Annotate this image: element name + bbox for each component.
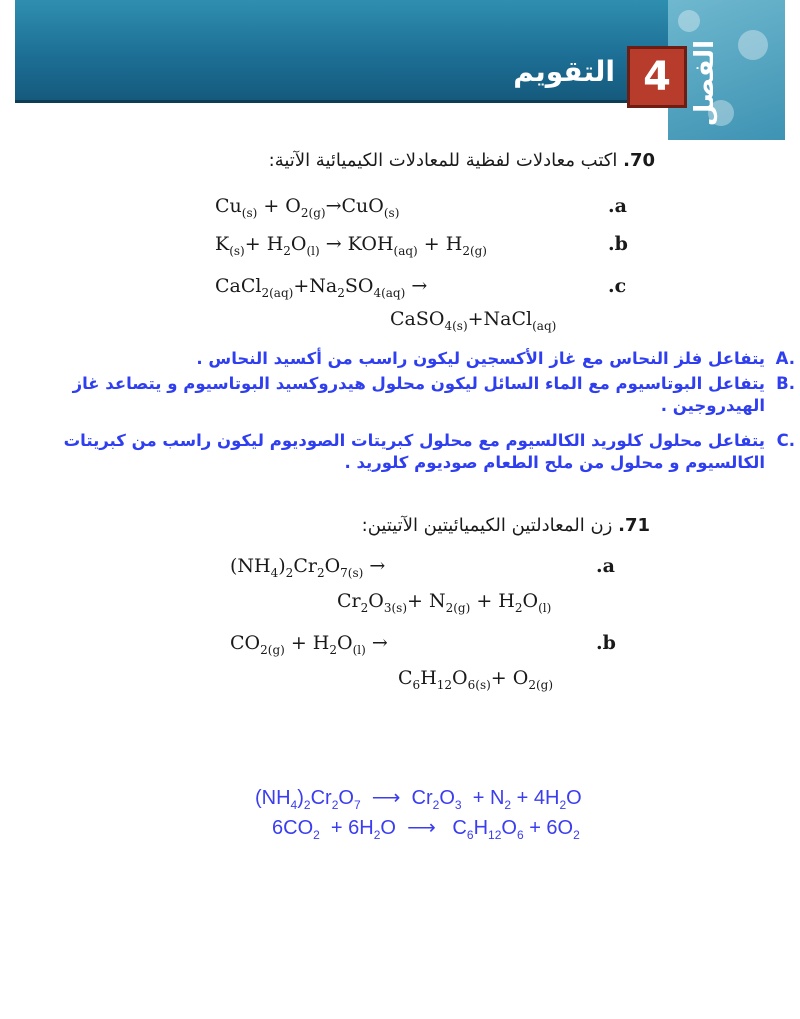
equation-71a-line1: $(NH_4)_2Cr_2O_{7(s)}$ → bbox=[230, 555, 386, 580]
balanced-equation-a: $(NH_4)_2Cr_2O_7$ ⟶ $Cr_2O_3 + N_2 + 4H_2O$ bbox=[255, 787, 582, 812]
item-label-c: .c bbox=[608, 275, 627, 297]
answer-c bbox=[40, 430, 795, 474]
equation-71b-line2: $C_6H_{12}O_{6(s)}+ O_{2(g)}$ bbox=[398, 667, 554, 692]
question-number: 70. bbox=[623, 150, 655, 171]
question-70-prompt bbox=[269, 150, 655, 171]
answer-text: يتفاعل فلز النحاس مع غاز الأكسجين ليكون راسب من أكسيد النحاس . bbox=[196, 349, 765, 368]
answer-mark: C. bbox=[776, 431, 795, 450]
item-label-a: .a bbox=[596, 555, 615, 577]
section-title: التقويم bbox=[513, 55, 615, 88]
question-text: زن المعادلتين الكيميائيتين الآتيتين: bbox=[361, 515, 613, 536]
equation-70b: $K_{(s)}+ H_2O_{(l)} \to KOH_{(aq)} + H_{2(g)}$ bbox=[215, 233, 487, 258]
answer-mark: B. bbox=[776, 374, 795, 393]
item-label-b: .b bbox=[596, 632, 616, 654]
item-label-a: .a bbox=[608, 195, 627, 217]
equation-71b-line1: $CO_{2(g)} + H_2O_{(l)}$ → bbox=[230, 632, 388, 657]
answer-a bbox=[40, 348, 795, 370]
question-71-prompt bbox=[362, 515, 650, 536]
answer-b bbox=[40, 373, 795, 417]
equation-70c-line2: CaSO$_{4(s)}$+NaCl$_{(aq)}$ bbox=[390, 308, 557, 333]
equation-71a-line2: $Cr_2O_{3(s)}+ N_{2(g)} + H_2O_{(l)}$ bbox=[337, 590, 552, 615]
answer-text: يتفاعل البوتاسيوم مع الماء السائل ليكون محلول هيدروكسيد البوتاسيوم و يتصاعد غاز الهيدروجين . bbox=[72, 374, 765, 415]
chapter-number-badge: 4 bbox=[627, 46, 687, 108]
equation-70c-line1: $CaCl_{2(aq)}+Na_2SO_{4(aq)}$ → bbox=[215, 275, 428, 300]
question-number: 71. bbox=[618, 515, 650, 536]
answer-text: يتفاعل محلول كلوريد الكالسيوم مع محلول كبريتات الصوديوم ليكون راسب من كبريتات الكالسيوم و محلول من ملح الطعام صوديوم كلوريد . bbox=[63, 431, 765, 472]
chapter-label: الفصل bbox=[690, 40, 720, 127]
answer-mark: A. bbox=[775, 349, 795, 368]
question-text: اكتب معادلات لفظية للمعادلات الكيميائية الآتية: bbox=[268, 150, 618, 171]
item-label-b: .b bbox=[608, 233, 628, 255]
equation-70a: $Cu_{(s)} + O_{2(g)}\to CuO_{(s)}$ bbox=[215, 195, 400, 220]
balanced-equation-b: $6CO_2 + 6H_2O$ ⟶ $C_6H_{12}O_6 + 6O_2$ bbox=[272, 817, 580, 842]
